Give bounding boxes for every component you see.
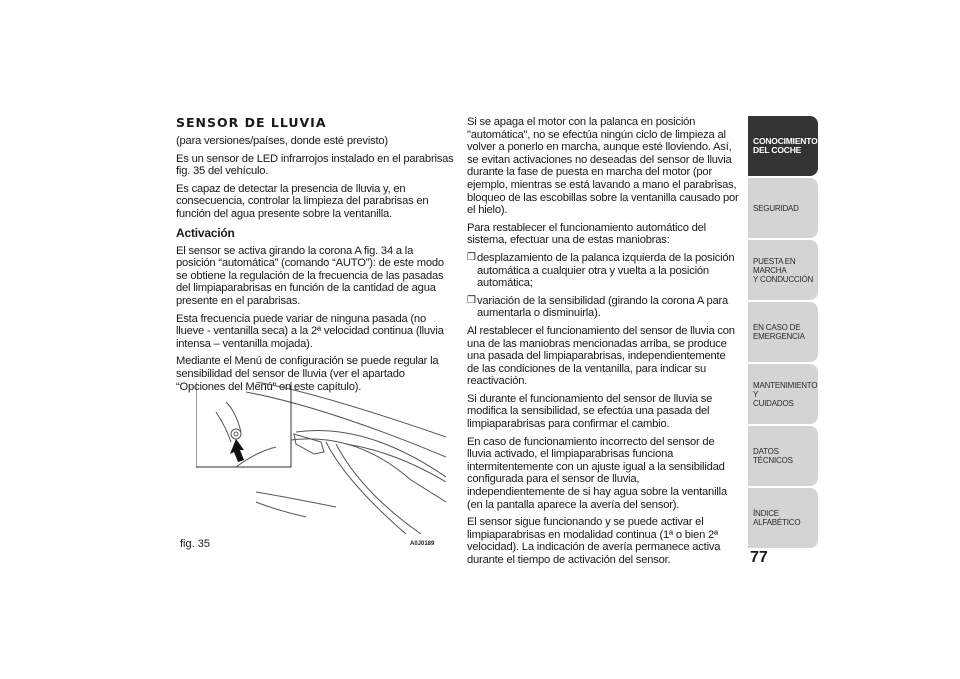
tab-mantenimiento[interactable] (748, 364, 818, 424)
tab-label: EN CASO DE EMERGENCIA (753, 323, 805, 341)
paragraph: Mediante el Menú de configuración se puede regular la sensibilidad del sensor de lluvia (ver el apartado “Opciones del Menú” en este capítulo). (176, 355, 439, 393)
paragraph: Para restablecer el funcionamiento automático del sistema, efectuar una de estas maniobras: (467, 221, 706, 247)
paragraph: En caso de funcionamiento incorrecto del sensor de lluvia activado, el limpiaparabrisas funciona intermitentemente con un ajuste igual a la sensibilidad configurada para el sensor de lluvia, independientemente de si hay agua sobre la ventanilla (en la pantalla aparece la avería del sensor). (467, 435, 727, 511)
tab-label: ÍNDICE ALFABÉTICO (753, 509, 801, 527)
tab-datos-tecnicos[interactable] (748, 426, 818, 486)
paragraph: Al restablecer el funcionamiento del sensor de lluvia con una de las maniobras mencionadas arriba, se produce una pasada del limpiaparabrisas, independientemente de las condiciones de la ventanilla, para indicar su reactivación. (467, 324, 735, 388)
rain-sensor-illustration (196, 382, 446, 534)
section-title: SENSOR DE LLUVIA (176, 115, 327, 130)
tab-label: PUESTA EN MARCHA Y CONDUCCIÓN (753, 256, 814, 284)
bullet-text: desplazamiento de la palanca izquierda de la posición automática a cualquier otra y vuelta a la posición automática; (477, 251, 735, 290)
bullet-text: variación de la sensibilidad (girando la corona A para aumentarla o disminuirla). (477, 294, 729, 320)
paragraph: Esta frecuencia puede variar de ninguna pasada (no llueve - ventanilla seca) a la 2ª velocidad continua (lluvia intensa – ventanilla mojada). (176, 312, 444, 350)
tab-seguridad[interactable] (748, 178, 818, 238)
paragraph: Es capaz de detectar la presencia de lluvia y, en consecuencia, controlar la limpieza del parabrisas en función del agua presente sobre la ventanilla. (176, 182, 429, 220)
tab-conocimiento-del-coche[interactable] (748, 116, 818, 176)
bullet-item (467, 252, 739, 290)
left-column (176, 116, 454, 398)
bullet-box-icon: ❒ (467, 294, 476, 306)
tab-emergencia[interactable] (748, 302, 818, 362)
figure-code: A0J0189 (410, 541, 435, 547)
figure-caption: fig. 35 (180, 538, 210, 550)
paragraph: Si se apaga el motor con la palanca en posición "automática", no se efectúa ningún ciclo de limpieza al volver a ponerlo en marcha, aunque esté lloviendo. Así, se evitan activaciones no deseadas del sensor de lluvia durante la fase de puesta en marcha del motor (por ejemplo, mientras se está lavando a mano el parabrisas, bloqueo de las escobillas sobre la ventanilla causado por el hielo). (467, 116, 739, 217)
bullet-item (467, 295, 739, 320)
page-number: 77 (750, 549, 768, 566)
tab-puesta-en-marcha[interactable] (748, 240, 818, 300)
bullet-box-icon: ❒ (467, 251, 476, 263)
section-subtitle: (para versiones/países, donde esté previsto) (176, 135, 388, 147)
tab-label: CONOCIMIENTO DEL COCHE (753, 136, 818, 155)
right-column (467, 116, 739, 572)
paragraph: Es un sensor de LED infrarrojos instalado en el parabrisas fig. 35 del vehículo. (176, 152, 454, 178)
paragraph: El sensor se activa girando la corona A fig. 34 a la posición “automática” (comando “AUTO”): de este modo se obtiene la regulación de la frecuencia de las pasadas del limpiaparabrisas en función de la cantidad de agua presente en el parabrisas. (176, 244, 444, 307)
chapter-tabs (748, 116, 818, 550)
tab-label: SEGURIDAD (753, 203, 799, 213)
tab-label: DATOS TÉCNICOS (753, 447, 793, 465)
subsection-heading: Activación (176, 225, 235, 240)
paragraph: Si durante el funcionamiento del sensor de lluvia se modifica la sensibilidad, se efectúa una pasada del limpiaparabrisas para confirmar el cambio. (467, 392, 713, 431)
tab-indice-alfabetico[interactable] (748, 488, 818, 548)
paragraph: El sensor sigue funcionando y se puede activar el limpiaparabrisas en modalidad continua (1ª o bien 2ª velocidad). La indicación de avería permanece activa durante el tiempo de activación del sensor. (467, 516, 721, 566)
tab-label: MANTENIMIENTO Y CUIDADOS (753, 380, 818, 408)
